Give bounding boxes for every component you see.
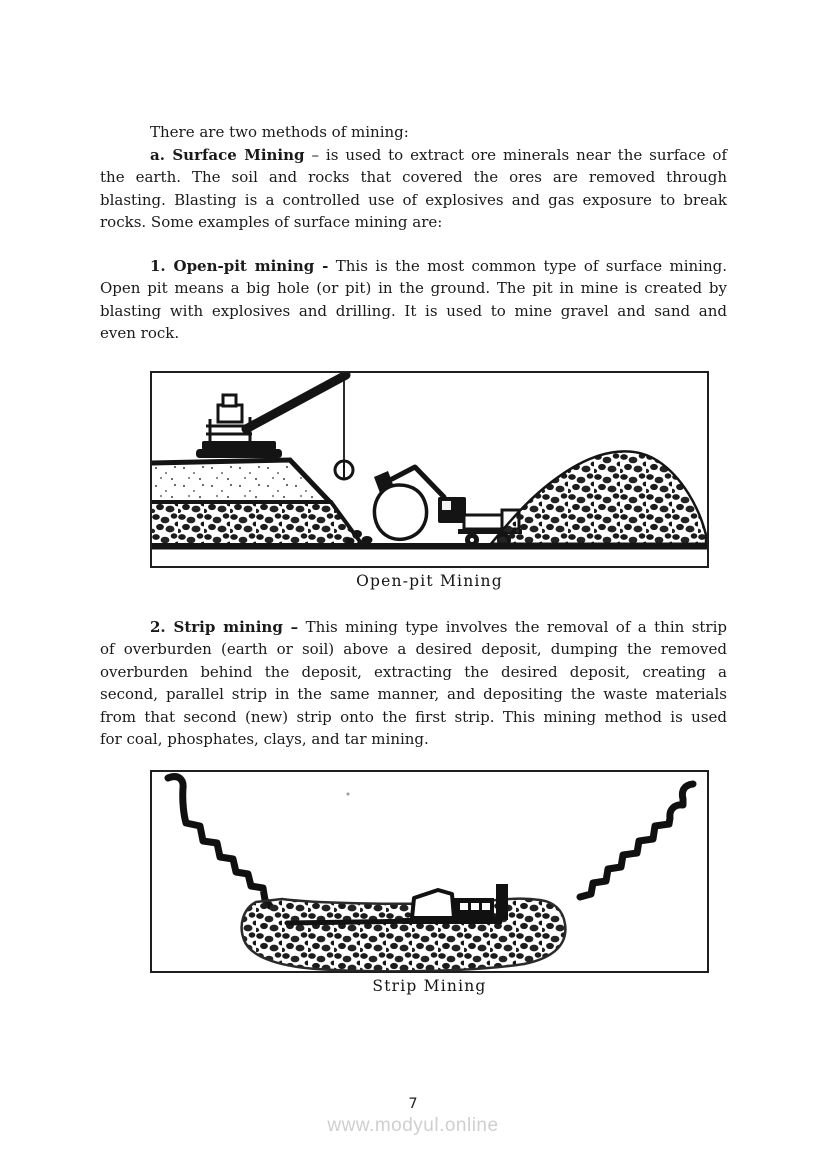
strip-mining-illustration	[152, 772, 707, 971]
bulldozer	[402, 884, 508, 924]
paragraph-line-text: – is used to extract ore minerals near the surface of	[304, 146, 727, 164]
strip-figure-caption: Strip Mining	[372, 977, 487, 995]
surface-mining-heading: a. Surface Mining	[150, 146, 305, 164]
rock-mound	[490, 451, 706, 545]
intro-paragraph	[100, 121, 727, 143]
intro-line: There are two methods of mining:	[150, 123, 409, 141]
paragraph-line: second, parallel strip in the same manner, and depositing the waste materials	[100, 685, 727, 704]
left-pit-wall	[168, 777, 270, 906]
ore-deposit	[242, 899, 566, 971]
openpit-paragraph	[100, 255, 727, 345]
paragraph-line-text: This is the most common type of surface mining.	[328, 257, 728, 275]
page-number: 7	[408, 1096, 418, 1112]
paragraph-line: for coal, phosphates, clays, and tar mining.	[100, 730, 429, 749]
paragraph-line-text: This mining type involves the removal of a thin strip	[298, 618, 727, 636]
paragraph-line: from that second (new) strip onto the first strip. This mining method is used	[100, 707, 727, 726]
plateau-bench	[152, 460, 361, 543]
boulder	[374, 485, 426, 539]
paragraph-line	[100, 616, 727, 638]
strip-mining-paragraph	[100, 616, 727, 750]
paragraph-line: even rock.	[100, 324, 180, 343]
paragraph-line: Open pit means a big hole (or pit) in the ground. The pit in mine is created by	[100, 279, 727, 298]
strip-figure-frame	[150, 770, 709, 973]
openpit-heading: 1. Open-pit mining -	[150, 257, 329, 275]
openpit-figure-caption: Open-pit Mining	[356, 572, 503, 590]
paragraph-line: blasting. Blasting is a controlled use of explosives and gas exposure to break	[100, 190, 727, 209]
watermark: www.modyul.online	[327, 1115, 499, 1136]
paragraph-line	[100, 255, 727, 277]
paragraph-line: blasting with explosives and drilling. It is used to mine gravel and sand and	[100, 301, 727, 320]
paragraph-line: overburden behind the deposit, extracting the desired deposit, creating a	[100, 662, 727, 681]
excavator	[374, 467, 466, 539]
openpit-mining-illustration	[152, 373, 707, 566]
openpit-figure-frame	[150, 371, 709, 568]
paragraph-line: the earth. The soil and rocks that covered the ores are removed through	[100, 168, 727, 187]
crane-boom	[246, 375, 346, 429]
surface-mining-paragraph	[100, 144, 727, 234]
paragraph-line: of overburden (earth or soil) above a desired deposit, dumping the removed	[100, 640, 727, 659]
strip-mining-heading: 2. Strip mining –	[150, 618, 299, 636]
paragraph-line	[100, 144, 727, 166]
right-pit-wall	[580, 784, 693, 897]
paper-speck	[347, 793, 350, 796]
paragraph-line: rocks. Some examples of surface mining are:	[100, 213, 443, 232]
